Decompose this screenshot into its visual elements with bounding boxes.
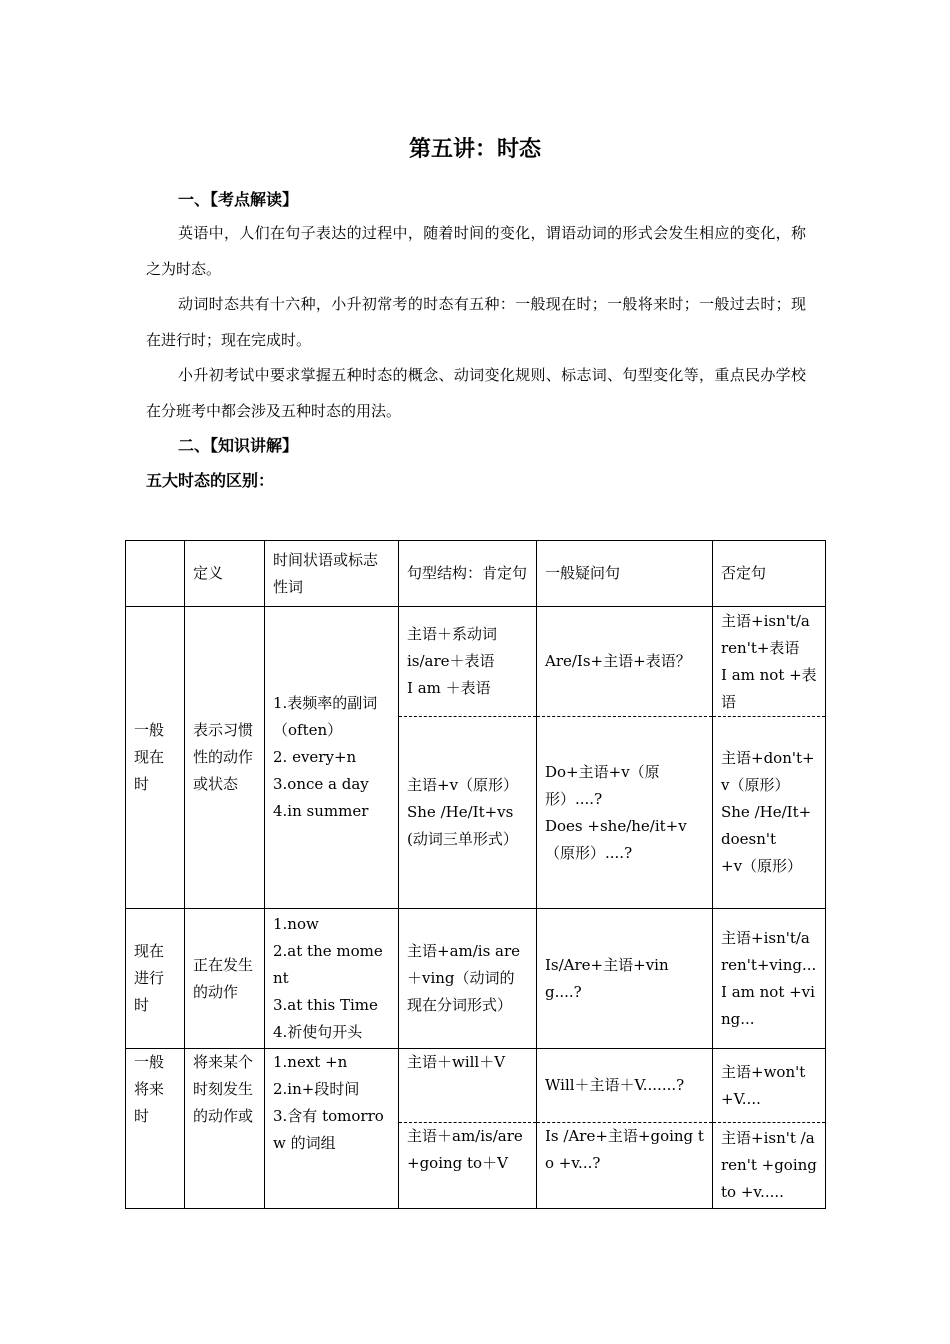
tense-name-cell: 一般将来时	[126, 1049, 185, 1209]
sentence-line: 主语＋系动词	[407, 625, 498, 643]
negative-cell	[713, 607, 826, 717]
marker-line: 1.next +n	[273, 1053, 348, 1071]
header-cell-negative: 否定句	[713, 541, 826, 607]
marker-line: 1.now	[273, 915, 319, 933]
paragraph-2: 动词时态共有十六种，小升初常考的时态有五种：一般现在时；一般将来时；一般过去时；现在进行时；现在完成时。	[146, 295, 806, 349]
paragraph-1: 英语中，人们在句子表达的过程中，随着时间的变化，谓语动词的形式会发生相应的变化，称之为时态。	[146, 224, 806, 278]
marker-line: 2.in+段时间	[273, 1080, 360, 1098]
sentence-line: I am ＋表语	[407, 679, 491, 697]
affirmative-cell: 主语＋will＋V	[399, 1049, 537, 1123]
sentence-line: 主语+v（原形）	[407, 776, 519, 794]
page-title: 第五讲：时态	[408, 136, 541, 162]
header-cell-empty	[126, 541, 185, 607]
sentence-line: I am not +表语	[721, 665, 817, 711]
affirmative-cell	[399, 717, 537, 909]
sentence-line: 主语+isn't/aren't+ving...	[721, 928, 817, 974]
header-cell-definition: 定义	[185, 541, 265, 607]
sentence-line: Does +she/he/it+v（原形）....?	[545, 816, 687, 862]
tense-name-cell: 现在进行时	[126, 909, 185, 1049]
definition-cell: 表示习惯性的动作或状态	[185, 607, 265, 909]
negative-cell: 主语+isn't /aren't +going to +v.....	[713, 1123, 826, 1209]
negative-cell: 主语+won't+V....	[713, 1049, 826, 1123]
markers-cell	[265, 909, 399, 1049]
section-heading-2: 二、【知识讲解】	[178, 436, 299, 455]
affirmative-cell: 主语＋am/is/are +going to＋V	[399, 1123, 537, 1209]
question-cell: Is /Are+主语+going to +v...?	[537, 1123, 713, 1209]
marker-line: 3.含有 tomorrow 的词组	[273, 1107, 384, 1152]
tense-table	[125, 540, 826, 1209]
marker-line: 3.at this Time	[273, 996, 378, 1014]
markers-cell	[265, 1049, 399, 1209]
affirmative-cell	[399, 607, 537, 717]
marker-line: 1.表频率的副词（often）	[273, 694, 378, 739]
sentence-line: +v（原形）	[721, 857, 803, 875]
sub-heading: 五大时态的区别：	[146, 471, 275, 490]
sentence-line: 主语+isn't/aren't+表语	[721, 611, 810, 657]
sentence-line: She /He/It+vs	[407, 803, 514, 821]
negative-cell	[713, 909, 826, 1049]
markers-cell	[265, 607, 399, 909]
marker-line: 4.in summer	[273, 802, 369, 820]
sentence-line: 主语+don't+v（原形）	[721, 749, 815, 794]
table-row	[126, 909, 826, 1049]
marker-line: 2. every+n	[273, 748, 357, 766]
table-header-row	[126, 541, 826, 607]
sentence-line: Do+主语+v（原形）....?	[545, 762, 660, 808]
table-row	[126, 607, 826, 717]
question-cell: Will＋主语＋V.......?	[537, 1049, 713, 1123]
header-cell-affirmative: 句型结构：肯定句	[399, 541, 537, 607]
sentence-line: I am not +ving...	[721, 982, 815, 1028]
definition-cell: 正在发生的动作	[185, 909, 265, 1049]
sentence-line: (动词三单形式）	[407, 830, 518, 848]
definition-cell: 将来某个时刻发生的动作或	[185, 1049, 265, 1209]
sentence-line: She /He/It+doesn't	[721, 803, 812, 848]
negative-cell	[713, 717, 826, 909]
question-cell: Is/Are+主语+ving....?	[537, 909, 713, 1049]
paragraph-3: 小升初考试中要求掌握五种时态的概念、动词变化规则、标志词、句型变化等，重点民办学校在分班考中都会涉及五种时态的用法。	[146, 366, 806, 420]
marker-line: 3.once a day	[273, 775, 369, 793]
sentence-line: is/are＋表语	[407, 652, 495, 670]
question-cell: Are/Is+主语+表语？	[537, 607, 713, 717]
tense-name-cell: 一般现在时	[126, 607, 185, 909]
header-cell-question: 一般疑问句	[537, 541, 713, 607]
header-cell-markers: 时间状语或标志性词	[265, 541, 399, 607]
section-heading-1: 一、【考点解读】	[178, 190, 299, 209]
table-row	[126, 1049, 826, 1123]
affirmative-cell: 主语+am/is are＋ving（动词的现在分词形式）	[399, 909, 537, 1049]
question-cell	[537, 717, 713, 909]
marker-line: 4.祈使句开头	[273, 1023, 363, 1041]
marker-line: 2.at the moment	[273, 942, 383, 987]
